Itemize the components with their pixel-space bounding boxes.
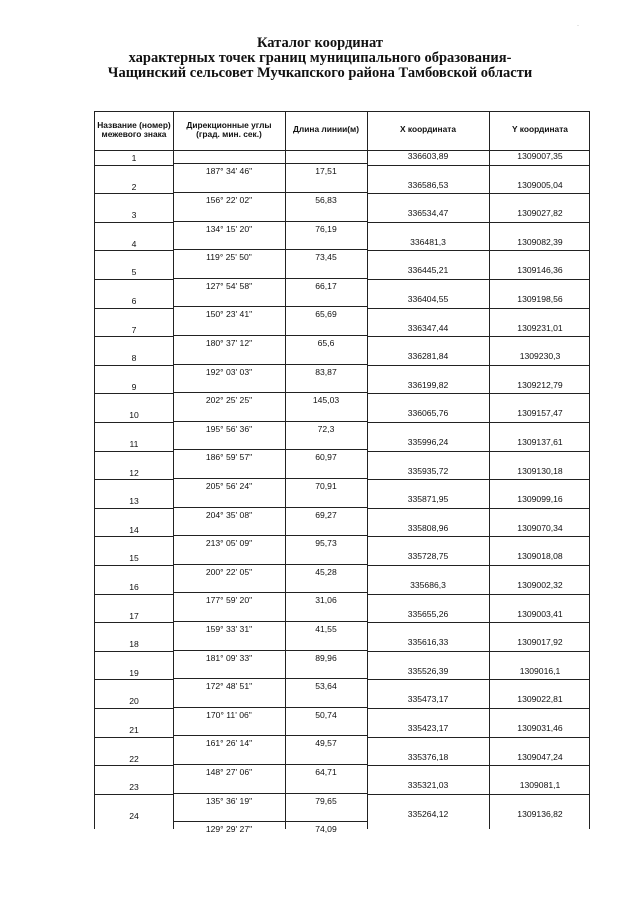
point-row-separator [94, 336, 173, 337]
segment-separator [173, 621, 367, 622]
y-coordinate: 1309157,47 [517, 408, 563, 419]
y-coordinate: 1309017,92 [517, 637, 563, 648]
segment-separator [173, 735, 367, 736]
table-top-border [94, 111, 590, 112]
point-number: 16 [129, 582, 139, 592]
segment-separator [173, 821, 367, 822]
line-length: 17,51 [315, 166, 337, 177]
document-title [0, 36, 640, 81]
point-row-separator [94, 565, 173, 566]
direction-angle: 202° 25' 25" [205, 395, 253, 406]
point-row-separator [94, 737, 173, 738]
direction-angle: 159° 33' 31" [205, 623, 253, 634]
y-coordinate: 1309002,32 [517, 580, 563, 590]
point-number: 3 [131, 210, 137, 221]
point-number: 13 [129, 496, 139, 507]
y-coordinate: 1309027,82 [517, 208, 563, 219]
header-length: Длина линии(м) [292, 124, 360, 135]
coordinate-row-separator [367, 622, 590, 623]
point-row-separator [94, 794, 173, 795]
x-coordinate: 336347,44 [407, 322, 449, 333]
line-length: 89,96 [315, 652, 337, 663]
line-length: 49,57 [315, 738, 337, 749]
x-coordinate: 335655,26 [407, 608, 449, 619]
point-number: 14 [129, 524, 139, 535]
x-coordinate: 335423,17 [407, 723, 449, 733]
segment-separator [173, 192, 367, 193]
direction-angle: 170° 11' 06" [206, 709, 252, 720]
line-length: 65,6 [317, 337, 335, 348]
coordinate-row-separator [367, 594, 590, 595]
line-length: 145,03 [312, 395, 340, 406]
line-length: 70,91 [315, 480, 337, 491]
point-row-separator [94, 479, 173, 480]
title-line-3: Чащинский сельсовет Мучкапского района Тамбовской области [107, 65, 533, 81]
title-line-1: Каталог координат [256, 35, 384, 51]
y-coordinate: 1309198,56 [517, 294, 563, 304]
point-number: 19 [129, 667, 139, 678]
line-length: 73,45 [315, 252, 337, 263]
direction-angle: 172° 48' 51" [205, 681, 253, 692]
point-row-separator [94, 765, 173, 766]
segment-separator [173, 678, 367, 679]
point-row-separator [94, 536, 173, 537]
coordinate-row-separator [367, 193, 590, 194]
point-number: 1 [131, 153, 137, 163]
point-row-separator [94, 708, 173, 709]
line-length: 53,64 [315, 681, 337, 692]
x-coordinate: 336603,89 [407, 151, 449, 161]
coordinate-row-separator [367, 336, 590, 337]
coordinate-row-separator [367, 565, 590, 566]
direction-angle: 148° 27' 06" [205, 766, 253, 777]
y-coordinate: 1309130,18 [517, 465, 563, 476]
point-number: 4 [131, 238, 137, 249]
coordinate-row-separator [367, 250, 590, 251]
direction-angle: 186° 59' 57" [205, 452, 253, 463]
coordinate-row-separator [367, 737, 590, 738]
column-divider [285, 111, 286, 829]
y-coordinate: 1309099,16 [517, 494, 563, 505]
segment-separator [173, 592, 367, 593]
point-row-separator [94, 193, 173, 194]
header-y: Y координата [512, 124, 568, 135]
y-coordinate: 1309022,81 [517, 694, 563, 705]
point-number: 23 [129, 782, 139, 793]
coordinates-table [94, 111, 590, 835]
coordinate-row-separator [367, 479, 590, 480]
segment-separator [173, 535, 367, 536]
point-number: 9 [131, 381, 137, 392]
y-coordinate: 1309137,61 [517, 437, 563, 447]
y-coordinate: 1309031,46 [517, 723, 563, 733]
line-length: 65,69 [315, 309, 337, 320]
header-angle: Дирекционные углы (град. мин. сек.) [186, 119, 272, 139]
line-length: 31,06 [315, 595, 337, 606]
point-number: 6 [131, 296, 137, 306]
header-x: X координата [399, 124, 457, 135]
x-coordinate: 335616,33 [407, 637, 449, 648]
direction-angle: 205° 56' 24" [205, 480, 253, 491]
y-coordinate: 1309212,79 [517, 379, 563, 390]
direction-angle: 135° 36' 19" [205, 795, 253, 806]
y-coordinate: 1309146,36 [517, 265, 563, 276]
line-length: 95,73 [315, 538, 337, 549]
column-divider [94, 111, 95, 829]
scan-speck: · [577, 23, 579, 29]
point-row-separator [94, 279, 173, 280]
point-row-separator [94, 594, 173, 595]
segment-separator [173, 793, 367, 794]
segment-separator [173, 249, 367, 250]
segment-separator [173, 650, 367, 651]
segment-separator [173, 764, 367, 765]
direction-angle: 177° 59' 20" [205, 595, 253, 606]
point-row-separator [94, 451, 173, 452]
segment-separator [173, 163, 367, 164]
x-coordinate: 336404,55 [407, 294, 449, 304]
line-length: 41,55 [315, 623, 337, 634]
line-length: 66,17 [315, 280, 337, 291]
coordinate-row-separator [367, 308, 590, 309]
point-number: 7 [131, 324, 137, 335]
x-coordinate: 336586,53 [407, 179, 449, 190]
y-coordinate: 1309136,82 [517, 808, 563, 819]
y-coordinate: 1309070,34 [517, 522, 563, 533]
direction-angle: 134° 15' 20" [205, 223, 253, 234]
x-coordinate: 335935,72 [407, 465, 449, 476]
direction-angle: 213° 05' 09" [205, 538, 253, 549]
x-coordinate: 335376,18 [407, 751, 449, 762]
x-coordinate: 335808,96 [407, 522, 449, 533]
segment-separator [173, 421, 367, 422]
y-coordinate: 1309003,41 [517, 608, 563, 619]
direction-angle: 187° 34' 46" [205, 166, 253, 177]
coordinate-row-separator [367, 651, 590, 652]
point-number: 12 [129, 467, 139, 478]
line-length: 72,3 [317, 423, 335, 434]
segment-separator [173, 392, 367, 393]
x-coordinate: 336199,82 [407, 379, 449, 390]
segment-separator [173, 564, 367, 565]
x-coordinate: 335686,3 [410, 580, 446, 590]
point-row-separator [94, 165, 173, 166]
point-row-separator [94, 365, 173, 366]
coordinate-row-separator [367, 536, 590, 537]
line-length: 60,97 [315, 452, 337, 463]
line-length: 76,19 [315, 223, 337, 234]
line-length: 74,09 [315, 824, 337, 835]
point-number: 18 [129, 639, 139, 650]
segment-separator [173, 335, 367, 336]
segment-separator [173, 306, 367, 307]
direction-angle: 200° 22' 05" [205, 566, 253, 577]
direction-angle: 119° 25' 50" [206, 252, 252, 263]
point-row-separator [94, 651, 173, 652]
direction-angle: 127° 54' 58" [205, 280, 253, 291]
point-row-separator [94, 422, 173, 423]
coordinate-row-separator [367, 222, 590, 223]
coordinate-row-separator [367, 708, 590, 709]
line-length: 45,28 [315, 566, 337, 577]
coordinate-row-separator [367, 279, 590, 280]
coordinate-row-separator [367, 451, 590, 452]
direction-angle: 181° 09' 33" [205, 652, 253, 663]
point-number: 5 [131, 267, 137, 278]
title-line-2: характерных точек границ муниципального образования- [128, 50, 512, 66]
point-number: 21 [129, 725, 139, 735]
coordinate-row-separator [367, 508, 590, 509]
point-row-separator [94, 622, 173, 623]
coordinate-row-separator [367, 794, 590, 795]
x-coordinate: 335264,12 [407, 808, 449, 819]
x-coordinate: 335473,17 [407, 694, 449, 705]
x-coordinate: 335321,03 [407, 780, 449, 791]
point-number: 22 [129, 753, 139, 764]
y-coordinate: 1309018,08 [517, 551, 563, 562]
coordinate-row-separator [367, 393, 590, 394]
y-coordinate: 1309005,04 [517, 179, 563, 190]
direction-angle: 180° 37' 12" [205, 337, 253, 348]
x-coordinate: 336065,76 [407, 408, 449, 419]
direction-angle: 161° 26' 14" [205, 738, 253, 749]
header-name: Название (номер) межевого знака [97, 119, 171, 139]
point-number: 15 [129, 553, 139, 564]
direction-angle: 150° 23' 41" [205, 309, 253, 320]
point-number: 2 [131, 181, 137, 192]
point-row-separator [94, 508, 173, 509]
y-coordinate: 1309016,1 [519, 665, 561, 676]
coordinate-row-separator [367, 165, 590, 166]
x-coordinate: 336445,21 [407, 265, 449, 276]
line-length: 79,65 [315, 795, 337, 806]
y-coordinate: 1309047,24 [517, 751, 563, 762]
direction-angle: 156° 22' 02" [205, 194, 253, 205]
segment-separator [173, 707, 367, 708]
point-number: 17 [129, 610, 139, 621]
y-coordinate: 1309007,35 [517, 151, 563, 161]
direction-angle: 192° 03' 03" [205, 366, 253, 377]
segment-separator [173, 449, 367, 450]
x-coordinate: 335871,95 [407, 494, 449, 505]
y-coordinate: 1309082,39 [517, 236, 563, 247]
x-coordinate: 336281,84 [407, 351, 449, 362]
direction-angle: 129° 29' 27" [205, 824, 253, 835]
y-coordinate: 1309231,01 [517, 322, 563, 333]
line-length: 56,83 [315, 194, 337, 205]
segment-separator [173, 478, 367, 479]
x-coordinate: 336481,3 [410, 236, 446, 247]
y-coordinate: 1309081,1 [519, 780, 561, 791]
point-number: 20 [129, 696, 139, 707]
column-divider [173, 111, 174, 829]
coordinate-row-separator [367, 679, 590, 680]
point-number: 24 [129, 810, 139, 821]
point-row-separator [94, 308, 173, 309]
point-number: 10 [129, 410, 139, 421]
segment-separator [173, 278, 367, 279]
direction-angle: 195° 56' 36" [205, 423, 253, 434]
line-length: 64,71 [315, 766, 337, 777]
segment-separator [173, 364, 367, 365]
point-number: 11 [129, 439, 139, 449]
line-length: 83,87 [315, 366, 337, 377]
point-row-separator [94, 393, 173, 394]
point-number: 8 [131, 353, 137, 364]
point-row-separator [94, 250, 173, 251]
coordinate-row-separator [367, 765, 590, 766]
x-coordinate: 335526,39 [407, 665, 449, 676]
coordinate-row-separator [367, 365, 590, 366]
point-row-separator [94, 222, 173, 223]
x-coordinate: 335996,24 [407, 437, 449, 447]
segment-separator [173, 221, 367, 222]
y-coordinate: 1309230,3 [519, 351, 561, 362]
line-length: 50,74 [315, 709, 337, 720]
direction-angle: 204° 35' 08" [205, 509, 253, 520]
line-length: 69,27 [315, 509, 337, 520]
x-coordinate: 336534,47 [407, 208, 449, 219]
x-coordinate: 335728,75 [407, 551, 449, 562]
segment-separator [173, 507, 367, 508]
point-row-separator [94, 679, 173, 680]
coordinate-row-separator [367, 422, 590, 423]
